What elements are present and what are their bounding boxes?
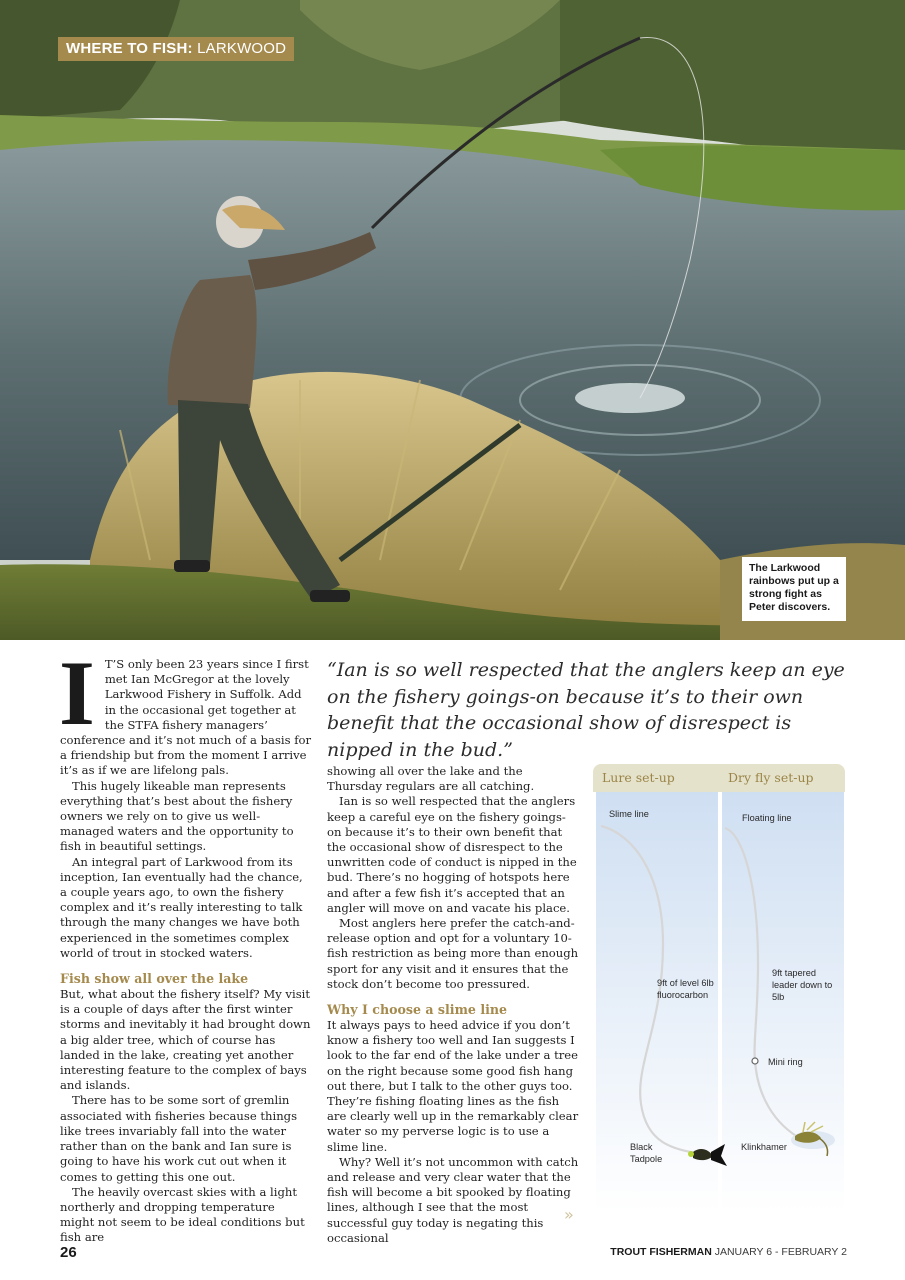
slime-line-label: Slime line — [609, 809, 649, 819]
paragraph: Most anglers here prefer the catch-and-release option and opt for a voluntary 10-fish restriction as being more than enough sport for any visit and it ensures that the stock don’t become too pressured. — [327, 916, 579, 991]
dry-fly-setup-title: Dry fly set-up — [728, 770, 814, 785]
dropcap: I — [59, 642, 95, 744]
magazine-name: TROUT FISHERMAN — [610, 1246, 712, 1258]
article-column-2 — [327, 764, 579, 1246]
footer-issue — [610, 1246, 847, 1258]
paragraph: There has to be some sort of gremlin associated with fisheries because things like trees invariably fall into the water rather than on the bank and Ian sure is going to have his work cut out when it comes to getting this one out. — [60, 1093, 298, 1184]
location-label: LARKWOOD — [197, 40, 287, 57]
dry-leader-label: 9ft tapered leader down to 5lb — [772, 968, 833, 1002]
klinkhamer-label: Klinkhamer — [741, 1142, 787, 1152]
photo-caption: The Larkwood rainbows put up a strong fight as Peter discovers. — [742, 557, 846, 621]
paragraph: T’S only been 23 years since I first met Ian McGregor at the lovely Larkwood Fishery in Suffolk. Add in the occasional get together at the STFA fishery managers’ conference and it’s not much of a basis for a friendship but from the moment I arrive it’s as if we are lifelong pals. — [60, 657, 312, 778]
paragraph: Ian is so well respected that the anglers keep a careful eye on the fishery goings-on because it’s to their own benefit that the occasional show of disrespect to the unwritten code of conduct is nipped in the bud. There’s no hogging of hotspots here and after a few fish it’s accepted that an angler will move on and vacate his place. — [327, 794, 577, 915]
rig-diagram — [593, 764, 845, 1212]
paragraph: It always pays to heed advice if you don’t know a fishery too well and Ian suggests I look to the far end of the lake under a tree on the right because some good fish hang out there, but I talk to the other guys too. They’re fishing floating lines as the fish are clearly well up in the remarkably clear water so my perverse logic is to use a slime line. — [327, 1018, 579, 1154]
page-number: 26 — [60, 1244, 77, 1261]
floating-line-label: Floating line — [742, 813, 792, 823]
mini-ring-icon — [752, 1058, 758, 1064]
section-tag — [58, 37, 294, 61]
black-tadpole-icon — [688, 1144, 727, 1166]
paragraph: Why? Well it’s not uncommon with catch and release and very clear water that the fish will become a bit spooked by floating lines, although I see that the most successful guy today is negating this occasional — [327, 1154, 579, 1245]
paragraph: But, what about the fishery itself? My visit is a couple of days after the first winter storms and inevitably it had brought down a big alder tree, which of course has landed in the lake, creating yet another interesting feature to the complex of bays and islands. — [60, 987, 311, 1093]
paragraph: An integral part of Larkwood from its inception, Ian eventually had the chance, a couple years ago, to own the fishery complex and it’s really interesting to talk through the many changes we have both experienced in the sometimes complex world of trout in stocked waters. — [60, 854, 303, 960]
issue-dates: JANUARY 6 - FEBRUARY 2 — [714, 1246, 847, 1258]
paragraph: showing all over the lake and the Thursday regulars are all catching. — [327, 764, 535, 794]
article-column-1 — [59, 642, 312, 1246]
klinkhamer-icon — [791, 1122, 835, 1156]
lure-leader-label: 9ft of level 6lb fluorocarbon — [657, 978, 714, 1000]
black-tadpole-label: Black Tadpole — [630, 1142, 663, 1164]
paragraph: The heavily overcast skies with a light northerly and dropping temperature might not seem to be ideal conditions but fish are — [60, 1184, 305, 1245]
continue-arrow-icon: » — [564, 1205, 574, 1224]
subheading: Fish show all over the lake — [60, 971, 249, 987]
section-label: WHERE TO FISH: — [66, 40, 193, 57]
subheading: Why I choose a slime line — [327, 1002, 508, 1018]
mini-ring-label: Mini ring — [768, 1057, 803, 1067]
pull-quote: “Ian is so well respected that the anglers keep an eye on the fishery goings-on because it’s to their own benefit that the occasional show of disrespect is nipped in the bud.” — [327, 659, 845, 761]
paragraph: This hugely likeable man represents everything that’s best about the fishery owners we rely on to give us well-managed waters and the opportunity to fish in beautiful settings. — [60, 778, 294, 854]
lure-setup-title: Lure set-up — [602, 770, 675, 785]
